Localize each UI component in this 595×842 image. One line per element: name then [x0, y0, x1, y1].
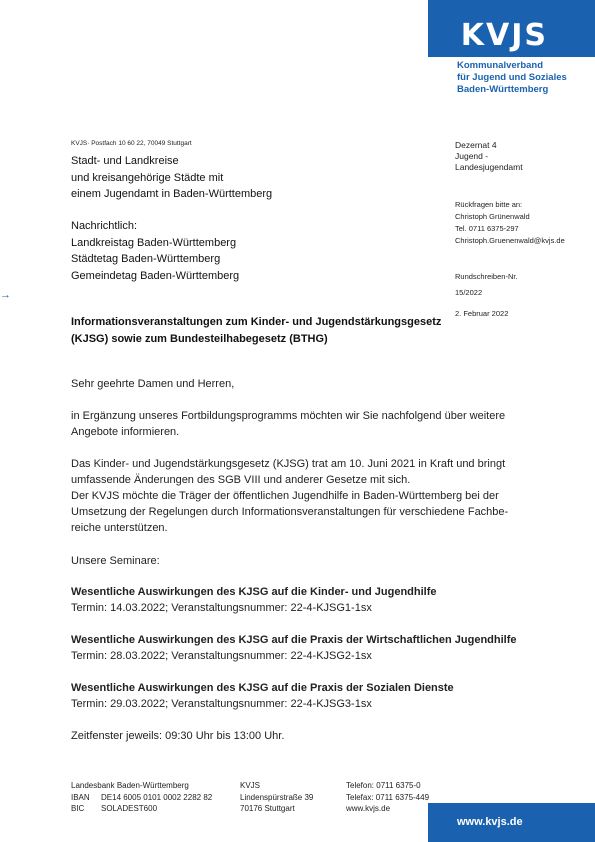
- footer-web[interactable]: www.kvjs.de: [346, 804, 391, 813]
- logo-wordmark: KVJS: [460, 18, 548, 53]
- circular-block: [455, 269, 518, 301]
- cc-line: Landkreistag Baden-Württemberg: [71, 236, 237, 249]
- logo-subtitle-line: für Jugend und Soziales: [457, 72, 567, 83]
- paragraph-line: Das Kinder- und Jugendstärkungsgesetz (KJSG) trat am 10. Juni 2021 in Kraft und bringt: [71, 458, 506, 470]
- footer-phone: Telefon: 0711 6375-0: [346, 781, 421, 790]
- recipient-line: und kreisangehörige Städte mit: [71, 171, 224, 184]
- seminar-detail: Termin: 29.03.2022; Veranstaltungsnummer: 22-4-KJSG3-1sx: [71, 698, 372, 710]
- letter-subject: Informationsveranstaltungen zum Kinder- und Jugendstärkungsgesetz (KJSG) sowie zum Bundesteilhabegesetz (BTHG): [71, 316, 442, 345]
- seminar-title: Wesentliche Auswirkungen des KJSG auf die Kinder- und Jugendhilfe: [71, 586, 437, 598]
- department-block: [455, 140, 523, 173]
- footer-address: [240, 780, 313, 815]
- iban-label: IBAN: [71, 792, 90, 802]
- cc-line: Gemeindetag Baden-Württemberg: [71, 269, 240, 282]
- paragraph: [71, 408, 521, 440]
- seminar-item: [71, 680, 521, 712]
- seminar-detail: Termin: 14.03.2022; Veranstaltungsnummer: 22-4-KJSG1-1sx: [71, 602, 372, 614]
- logo-subtitle-line: Kommunalverband: [457, 60, 544, 71]
- iban-value: DE14 6005 0101 0002 2282 82: [101, 792, 213, 802]
- paragraph: [71, 456, 521, 536]
- time-window: Zeitfenster jeweils: 09:30 Uhr bis 13:00 Uhr.: [71, 730, 285, 742]
- footer-bank: [71, 780, 212, 815]
- contact-phone: Tel. 0711 6375-297: [455, 224, 519, 233]
- seminar-title: Wesentliche Auswirkungen des KJSG auf die Praxis der Wirtschaftlichen Jugendhilfe: [71, 634, 517, 646]
- seminar-item: [71, 584, 521, 616]
- department-line: Jugend -: [455, 151, 489, 161]
- bank-iban: [71, 792, 212, 804]
- recipient-address: [71, 153, 272, 203]
- footer-contact: [346, 780, 429, 815]
- logo-subtitle: [457, 60, 567, 96]
- cc-block: [71, 218, 239, 284]
- bank-bic: [71, 803, 212, 815]
- footer-city: 70176 Stuttgart: [240, 804, 295, 813]
- bank-name: Landesbank Baden-Württemberg: [71, 781, 189, 790]
- paragraph-line: Der KVJS möchte die Träger der öffentlichen Jugendhilfe in Baden-Württemberg bei der: [71, 490, 499, 502]
- circular-number: 15/2022: [455, 288, 483, 297]
- seminar-item: [71, 632, 521, 664]
- recipient-line: Stadt- und Landkreise: [71, 155, 179, 167]
- paragraph-line: reiche unterstützen.: [71, 522, 168, 534]
- paragraph-line: umfassende Änderungen des SGB VIII und anderer Gesetze mit sich.: [71, 474, 411, 486]
- paragraph-line: in Ergänzung unseres Fortbildungsprogramms möchten wir Sie nachfolgend über weitere: [71, 410, 506, 422]
- seminar-title: Wesentliche Auswirkungen des KJSG auf die Praxis der Sozialen Dienste: [71, 682, 454, 694]
- contact-email[interactable]: Christoph.Gruenenwald@kvjs.de: [455, 236, 565, 245]
- bic-value: SOLADEST600: [101, 804, 158, 813]
- web-badge[interactable]: [428, 803, 595, 842]
- seminars-intro: Unsere Seminare:: [71, 555, 160, 567]
- cc-label: Nachrichtlich:: [71, 220, 138, 232]
- seminar-detail: Termin: 28.03.2022; Veranstaltungsnummer: 22-4-KJSG2-1sx: [71, 650, 372, 662]
- cc-line: Städtetag Baden-Württemberg: [71, 253, 221, 266]
- letter-date: 2. Februar 2022: [455, 309, 509, 318]
- contact-name: Christoph Grünenwald: [455, 212, 530, 221]
- footer-fax: Telefax: 0711 6375-449: [346, 792, 430, 802]
- logo-subtitle-line: Baden-Württemberg: [457, 84, 549, 95]
- salutation: Sehr geehrte Damen und Herren,: [71, 378, 235, 390]
- department-line: Landesjugendamt: [455, 162, 523, 172]
- circular-label: Rundschreiben-Nr.: [455, 272, 518, 281]
- footer-street: Lindenspürstraße 39: [240, 792, 314, 802]
- paragraph-line: Umsetzung der Regelungen durch Informationsveranstaltungen für verschiedene Fachbe-: [71, 506, 509, 518]
- bic-label: BIC: [71, 804, 85, 813]
- web-badge-text[interactable]: www.kvjs.de: [457, 816, 523, 828]
- kvjs-logo: [428, 0, 595, 57]
- department-line: Dezernat 4: [455, 140, 497, 150]
- footer-org: KVJS: [240, 781, 261, 790]
- contact-block: [455, 199, 565, 247]
- sender-return-address: KVJS· Postfach 10 60 22, 70049 Stuttgart: [71, 140, 192, 147]
- paragraph-line: Angebote informieren.: [71, 426, 180, 438]
- recipient-line: einem Jugendamt in Baden-Württemberg: [71, 188, 273, 201]
- fold-mark-icon: →: [0, 289, 11, 301]
- contact-label: Rückfragen bitte an:: [455, 200, 523, 209]
